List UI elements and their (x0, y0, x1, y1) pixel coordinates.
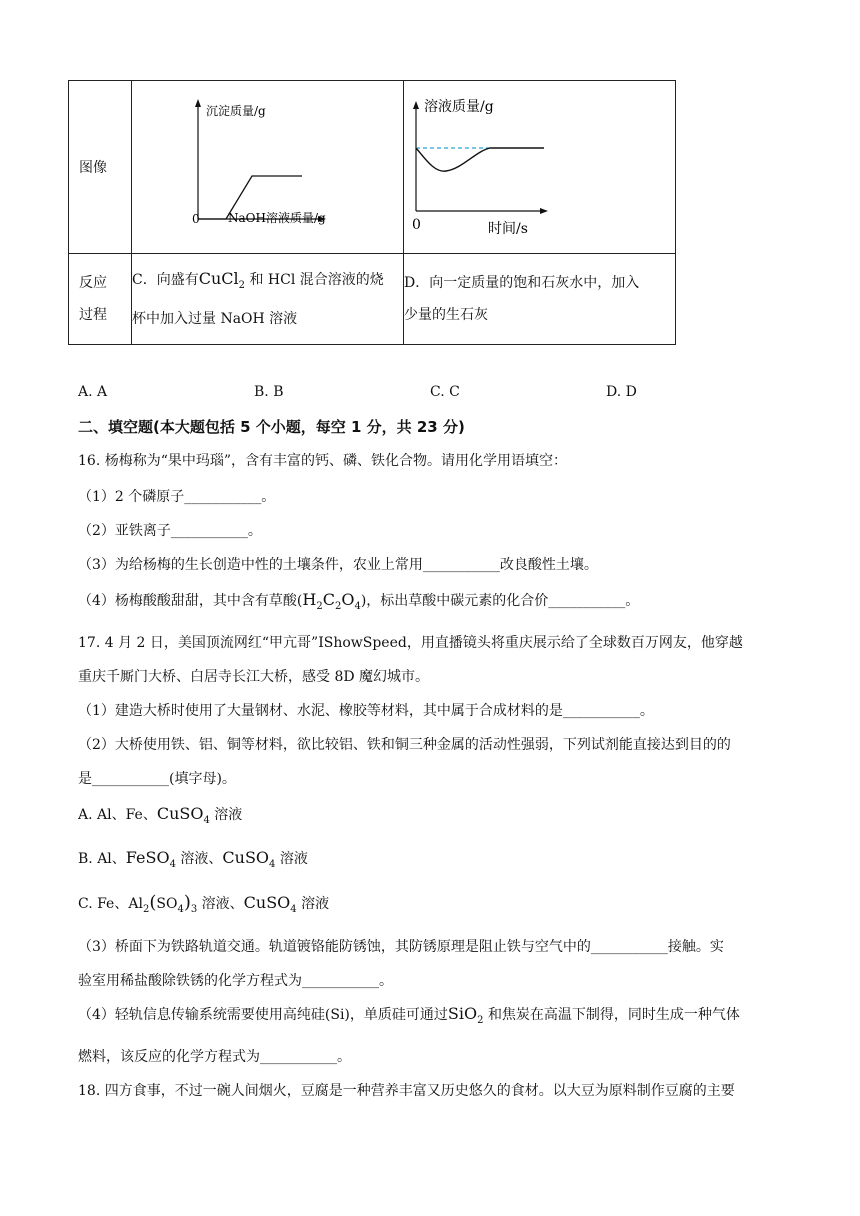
formula-feso4: FeSO$_4$ (125, 848, 176, 871)
row-label-process-2: 过程 (79, 307, 107, 323)
q17-option-c (78, 892, 329, 915)
q16-sub1: （1）2 个磷原子___________。 (78, 489, 276, 505)
q17-sub4-line2: 燃料，该反应的化学方程式为___________。 (78, 1049, 351, 1065)
q16-sub4 (78, 590, 639, 612)
q17-option-b-text-3: 溶液 (279, 851, 308, 867)
q17-sub3-line1: （3）桥面下为铁路轨道交通。轨道镀铬能防锈蚀，其防锈原理是阻止铁与空气中的___________接触。实 (78, 939, 724, 955)
graph-c-origin: 0 (192, 212, 200, 226)
graph-cell-c (132, 81, 404, 254)
process-c (132, 254, 404, 345)
row-label-process-1: 反应 (79, 275, 107, 291)
q17-sub2-line2: 是___________(填字母)。 (78, 771, 236, 787)
q17-sub4-text-2: 和焦炭在高温下制得，同时生成一种气体 (487, 1007, 740, 1023)
graph-row (69, 81, 676, 254)
q17-sub4-text-1: （4）轻轨信息传输系统需要使用高纯硅(Si)，单质硅可通过 (78, 1007, 448, 1023)
q17-option-a-text-2: 溶液 (214, 807, 243, 823)
row-label-process (69, 254, 132, 345)
formula-cuso4: CuSO$_4$ (243, 893, 297, 916)
option-b: B. B (254, 384, 284, 400)
q17-stem-1: 17. 4 月 2 日，美国顶流网红“甲亢哥”IShowSpeed，用直播镜头将重庆展示给了全球数百万网友，他穿越 (78, 635, 743, 651)
q17-option-c-text-1: C. Fe、 (78, 896, 129, 912)
graph-d-solution (404, 81, 675, 249)
process-c-text-2: 和 HCl 混合溶液的烧 (249, 272, 384, 289)
option-a: A. A (78, 384, 108, 400)
q17-option-a-text-1: A. Al、Fe、 (78, 807, 157, 823)
graph-cell-d (404, 81, 676, 254)
graph-d-xlabel: 时间/s (488, 221, 528, 237)
q17-option-b (78, 848, 308, 870)
question-table (68, 80, 676, 345)
section-heading: 二、填空题(本大题包括 5 个小题，每空 1 分，共 23 分) (78, 418, 465, 436)
q17-option-b-text-2: 溶液、 (180, 851, 223, 867)
q16-sub4-text-2: )，标出草酸中碳元素的化合价___________。 (360, 593, 640, 609)
q17-sub4-line1 (78, 1004, 740, 1026)
q17-sub2-line1: （2）大桥使用铁、铝、铜等材料，欲比较铝、铁和铜三种金属的活动性强弱，下列试剂能直接达到目的的 (78, 737, 731, 753)
formula-cuso4: CuSO$_4$ (222, 848, 276, 871)
graph-c-ylabel: 沉淀质量/g (206, 104, 266, 118)
process-row (69, 254, 676, 345)
formula-al2so43: $Al_2(SO_4)_3$ (128, 892, 198, 915)
process-d (404, 254, 676, 345)
q17-stem-2: 重庆千厮门大桥、白居寺长江大桥，感受 8D 魔幻城市。 (78, 669, 430, 685)
process-d-text-2: 少量的生石灰 (404, 307, 488, 323)
row-label-graph: 图像 (69, 81, 132, 254)
formula-sio2: SiO$_2$ (447, 1004, 484, 1027)
formula-cucl2: CuCl$_2$ (198, 269, 245, 292)
q17-option-a (78, 804, 242, 826)
q17-option-c-text-2: 溶液、 (201, 896, 244, 912)
process-c-text-1: C．向盛有 (132, 272, 199, 289)
q18-stem-1: 18. 四方食事，不过一碗人间烟火，豆腐是一种营养丰富又历史悠久的食材。以大豆为原料制作豆腐的主要 (78, 1083, 735, 1099)
formula-h2c2o4: $H_2C_2O_4$ (302, 590, 361, 613)
q17-option-b-text-1: B. Al、 (78, 851, 126, 867)
q17-option-c-text-3: 溶液 (301, 896, 330, 912)
process-c-text-3: 杯中加入过量 NaOH 溶液 (132, 310, 298, 327)
q16-stem: 16. 杨梅称为“果中玛瑙”，含有丰富的钙、磷、铁化合物。请用化学用语填空： (78, 453, 568, 469)
formula-cuso4: CuSO$_4$ (156, 804, 210, 827)
graph-c-xlabel: NaOH溶液质量/g (228, 211, 326, 225)
option-c: C. C (430, 384, 460, 400)
q17-sub1: （1）建造大桥时使用了大量钢材、水泥、橡胶等材料，其中属于合成材料的是___________。 (78, 703, 654, 719)
graph-c-precipitate (132, 81, 403, 249)
q16-sub3: （3）为给杨梅的生长创造中性的土壤条件，农业上常用___________改良酸性土壤。 (78, 557, 598, 573)
option-d: D. D (606, 384, 637, 400)
process-d-text-1: D．向一定质量的饱和石灰水中，加入 (404, 275, 640, 291)
q16-sub4-text-1: （4）杨梅酸酸甜甜，其中含有草酸( (78, 593, 303, 609)
graph-d-origin: 0 (412, 217, 421, 233)
q16-sub2: （2）亚铁离子___________。 (78, 523, 262, 539)
graph-d-ylabel: 溶液质量/g (424, 99, 494, 115)
q17-sub3-line2: 验室用稀盐酸除铁锈的化学方程式为___________。 (78, 973, 393, 989)
